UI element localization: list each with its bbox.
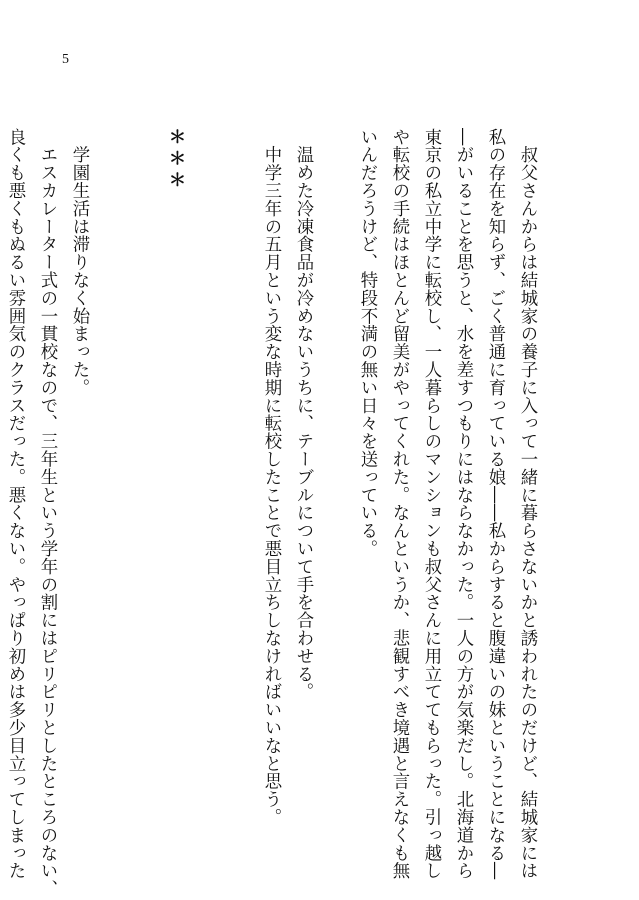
text-line: いんだろうけど、特段不満の無い日々を送っている。 xyxy=(357,128,377,558)
section-gap xyxy=(95,128,159,866)
text-line: 良くも悪くもぬるい雰囲気のクラスだった。悪くない。やっぱり初めは多少目立ってしまった xyxy=(5,128,25,880)
text-line: 中学三年の五月という変な時期に転校したことで悪目立ちしなければいいなと思う。 xyxy=(261,128,281,827)
text-line: 私の存在を知らず、ごく普通に育っている娘――私からすると腹違いの妹ということになる― xyxy=(485,128,505,880)
paragraph-gap xyxy=(319,128,351,866)
text-line: 叔父さんからは結城家の養子に入って一緒に暮らさないかと誘われたのだけど、結城家には xyxy=(517,128,537,880)
text-line: ―がいることを思うと、水を差すつもりにはならなかった。一人の方が気楽だし。北海道から xyxy=(453,128,473,880)
page-number: 5 xyxy=(62,52,69,67)
text-line: や転校の手続はほとんど留美がやってくれた。なんというか、悲観すべき境遇と言えなくも無 xyxy=(389,128,409,880)
section-gap xyxy=(191,128,255,866)
section-break: ＊＊＊ xyxy=(165,128,185,193)
text-line: 学園生活は滞りなく始まった。 xyxy=(69,128,89,397)
body-text xyxy=(0,128,543,898)
text-line: 温めた冷凍食品が冷めないうちに、テーブルについて手を合わせる。 xyxy=(293,128,313,701)
text-line: 東京の私立中学に転校し、一人暮らしのマンションも叔父さんに用立ててもらった。引っ越し xyxy=(421,128,441,880)
text-line: エスカレーター式の一貫校なので、三年生という学年の割にはピリピリとしたところのない、 xyxy=(37,128,57,898)
